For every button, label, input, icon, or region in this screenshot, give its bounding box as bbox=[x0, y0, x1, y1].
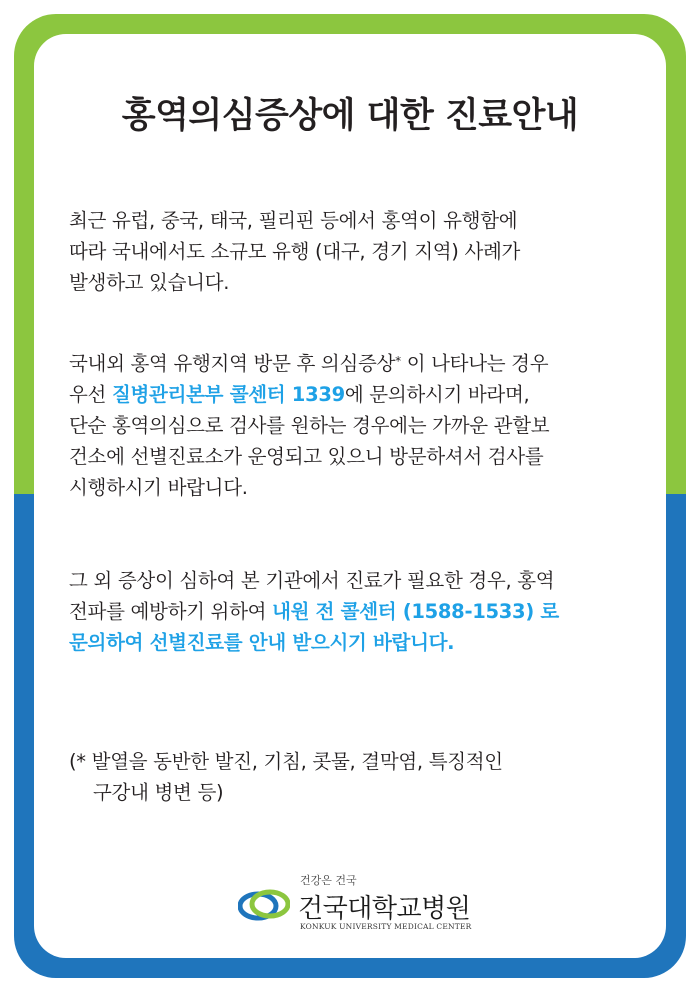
asterisk-marker: * bbox=[395, 354, 401, 368]
paragraph-line: 따라 국내에서도 소규모 유행 (대구, 경기 지역) 사례가 bbox=[69, 240, 521, 263]
kcdc-callcenter-highlight: 질병관리본부 콜센터 1339 bbox=[111, 383, 345, 406]
paragraph-guidance bbox=[69, 348, 659, 503]
paragraph-hospital-callcenter bbox=[69, 565, 659, 658]
paragraph-line bbox=[69, 348, 659, 379]
paragraph-line: 단순 홍역의심으로 검사를 원하는 경우에는 가까운 관할보 bbox=[69, 414, 550, 437]
text-segment: 전파를 예방하기 위하여 bbox=[69, 600, 273, 623]
footnote-line: 구강내 병변 등) bbox=[93, 781, 224, 804]
paragraph-line: 발생하고 있습니다. bbox=[69, 271, 230, 294]
paragraph-line: 최근 유럽, 중국, 태국, 필리핀 등에서 홍역이 유행함에 bbox=[69, 209, 518, 232]
footnote-line: (* 발열을 동반한 발진, 기침, 콧물, 결막염, 특징적인 bbox=[69, 750, 503, 773]
symptom-footnote bbox=[69, 746, 649, 808]
text-segment: 에 문의하시기 바라며, bbox=[344, 383, 530, 406]
hospital-slogan: 건강은 건국 bbox=[300, 874, 357, 887]
hospital-callcenter-highlight: 문의하여 선별진료를 안내 받으시기 바랍니다. bbox=[69, 631, 455, 654]
text-segment: 이 나타나는 경우 bbox=[400, 352, 549, 375]
hospital-logo bbox=[238, 872, 478, 940]
paragraph-line: 건소에 선별진료소가 운영되고 있으니 방문하셔서 검사를 bbox=[69, 445, 544, 468]
notice-title: 홍역의심증상에 대한 진료안내 bbox=[121, 96, 579, 136]
paragraph-line: 그 외 증상이 심하여 본 기관에서 진료가 필요한 경우, 홍역 bbox=[69, 569, 555, 592]
paragraph-line bbox=[69, 596, 659, 627]
text-segment: 국내외 홍역 유행지역 방문 후 의심증상 bbox=[69, 352, 396, 375]
hospital-name: 건국대학교병원 bbox=[298, 894, 471, 924]
text-segment: 우선 bbox=[69, 383, 112, 406]
hospital-callcenter-highlight: 내원 전 콜센터 (1588-1533) 로 bbox=[272, 600, 559, 623]
konkuk-medical-center-logo-icon bbox=[238, 882, 290, 928]
hospital-english-name: KONKUK UNIVERSITY MEDICAL CENTER bbox=[300, 922, 472, 931]
paragraph-line: 시행하시기 바랍니다. bbox=[69, 476, 248, 499]
paragraph-line bbox=[69, 379, 659, 410]
paragraph-outbreak bbox=[69, 205, 659, 298]
